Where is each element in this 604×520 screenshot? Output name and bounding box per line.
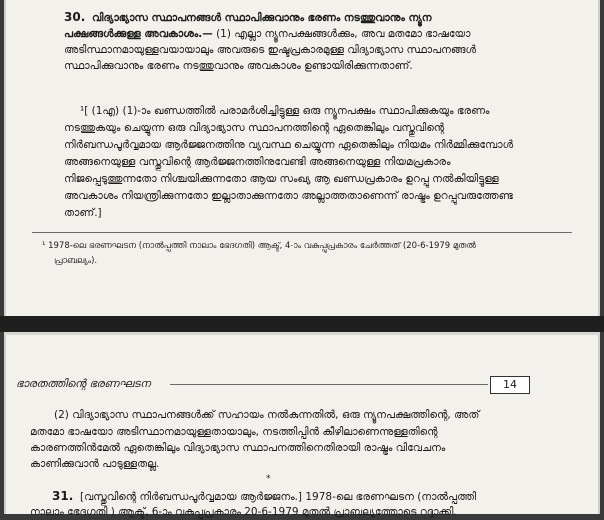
section-31-text-1: [വസ്തുവിന്റെ നിർബന്ധപൂർവ്വമായ ആർജ്ജനം.] 1978-ലെ ഭരണഘടന (നാൽപ്പത്തി: [79, 491, 477, 503]
section-31-line-1: [52, 489, 476, 505]
clause-2-line-2: മതമോ ഭാഷയോ അടിസ്ഥാനമായുള്ളതായാലും, നടത്തിപ്പിൻ കീഴിലാണെന്നുള്ളതിന്റെ: [30, 426, 438, 438]
top-page: [4, 0, 600, 316]
clause-1a-line-5: നിജപ്പെടുത്തുന്നതോ നിശ്ചയിക്കുന്നതോ ആയ സംഖ്യ ആ ഖണ്ഡപ്രകാരം ഉറപ്പു നൽകിയിട്ടുള്ള: [64, 173, 499, 185]
section-30-heading-part1: വിദ്യാഭ്യാസ സ്ഥാപനങ്ങൾ സ്ഥാപിക്കുവാനും ഭരണം നടത്തുവാനും ന്യൂന: [91, 12, 432, 24]
footnote-line-2: പ്രാബല്യം).: [54, 256, 98, 266]
section-30-line-2: [64, 27, 471, 42]
clause-1a-line-1: ¹[ (1എ) (1)-ാം ഖണ്ഡത്തിൽ പരാമർശിച്ചിട്ടുള്ള ഒരു ന്യൂനപക്ഷം സ്ഥാപിക്കുകയും ഭരണം: [80, 105, 490, 117]
running-header-rule: [170, 384, 488, 385]
clause-1a-line-3: നിർബന്ധപൂർവ്വമായ ആർജ്ജനത്തിനു വ്യവസ്ഥ ചെയ്യുന്ന ഏതെങ്കിലും നിയമം നിർമ്മിക്കുമ്പോൾ: [64, 139, 514, 151]
bottom-page: [4, 332, 600, 518]
section-30-number: 30.: [64, 10, 86, 24]
section-30-heading-part2: പക്ഷങ്ങൾക്കുള്ള അവകാശം.—: [64, 28, 213, 40]
clause-1a-line-7: താണ്.]: [64, 207, 102, 219]
running-header-title: ഭാരതത്തിന്റെ ഭരണഘടന: [16, 377, 151, 390]
page-number: 14: [490, 376, 530, 394]
clause-1a-line-4: അങ്ങനെയുള്ള വസ്തുവിന്റെ ആർജ്ജനത്തിനുവേണ്ടി അങ്ങനെയുള്ള നിയമപ്രകാരം: [64, 156, 451, 168]
section-31-number: 31.: [52, 489, 74, 503]
footnote-divider: [32, 232, 572, 233]
section-30-clause-1-start: (1) എല്ലാ ന്യൂനപക്ഷങ്ങൾക്കും, അവ മതമോ ഭാഷയോ: [216, 28, 471, 40]
clause-2-line-3: കാരണത്തിൻമേൽ ഏതെങ്കിലും വിദ്യാഭ്യാസ സ്ഥാപനത്തിനെതിരായി രാഷ്ട്രം വിവേചനം: [30, 442, 446, 454]
clause-1a-line-2: നടത്തുകയും ചെയ്യുന്ന ഒരു വിദ്യാഭ്യാസ സ്ഥാപനത്തിന്റെ ഏതെങ്കിലും വസ്തുവിന്റെ: [64, 122, 445, 134]
section-30-line-3: അടിസ്ഥാനമായുള്ളവയായാലും അവരുടെ ഇഷ്ടപ്രകാരമുള്ള വിദ്യാഭ്യാസ സ്ഥാപനങ്ങൾ: [64, 44, 477, 56]
section-30-line-4: സ്ഥാപിക്കുവാനും ഭരണം നടത്തുവാനും അവകാശം ഉണ്ടായിരിക്കുന്നതാണ്.: [64, 60, 413, 72]
clause-2-line-1: (2) വിദ്യാഭ്യാസ സ്ഥാപനങ്ങൾക്ക് സഹായം നൽകുന്നതിൽ, ഒരു ന്യൂനപക്ഷത്തിന്റെ, അത്: [54, 409, 480, 421]
clause-2-line-4: കാണിക്കുവാൻ പാടുള്ളതല്ല.: [30, 458, 160, 470]
footnote-line-1: ¹ 1978-ലെ ഭരണഘടന (നാൽപ്പത്തി നാലാം ഭേദഗതി) ആക്ട്, 4-ാം വകുപ്പുപ്രകാരം ചേർത്തത് (20-6-1979 മുതൽ: [42, 241, 476, 251]
star-marker: *: [266, 474, 271, 484]
page-gap: [0, 316, 604, 332]
section-30-line-1: [64, 10, 432, 26]
section-31-line-2: നാലാം ഭേദഗതി ) ആക്ട്, 6-ാം വകുപ്പുപ്രകാരം 20-6-1979 മുതൽ പ്രാബല്യത്തോടെ റദ്ദാക്കി.: [30, 506, 457, 518]
clause-1a-line-6: അവകാശം നിയന്ത്രിക്കുന്നതോ ഇല്ലാതാക്കുന്നതോ അല്ലാത്തതാണെന്ന് രാഷ്ട്രം ഉറപ്പുവരുത്തേണ്ട: [64, 190, 513, 202]
